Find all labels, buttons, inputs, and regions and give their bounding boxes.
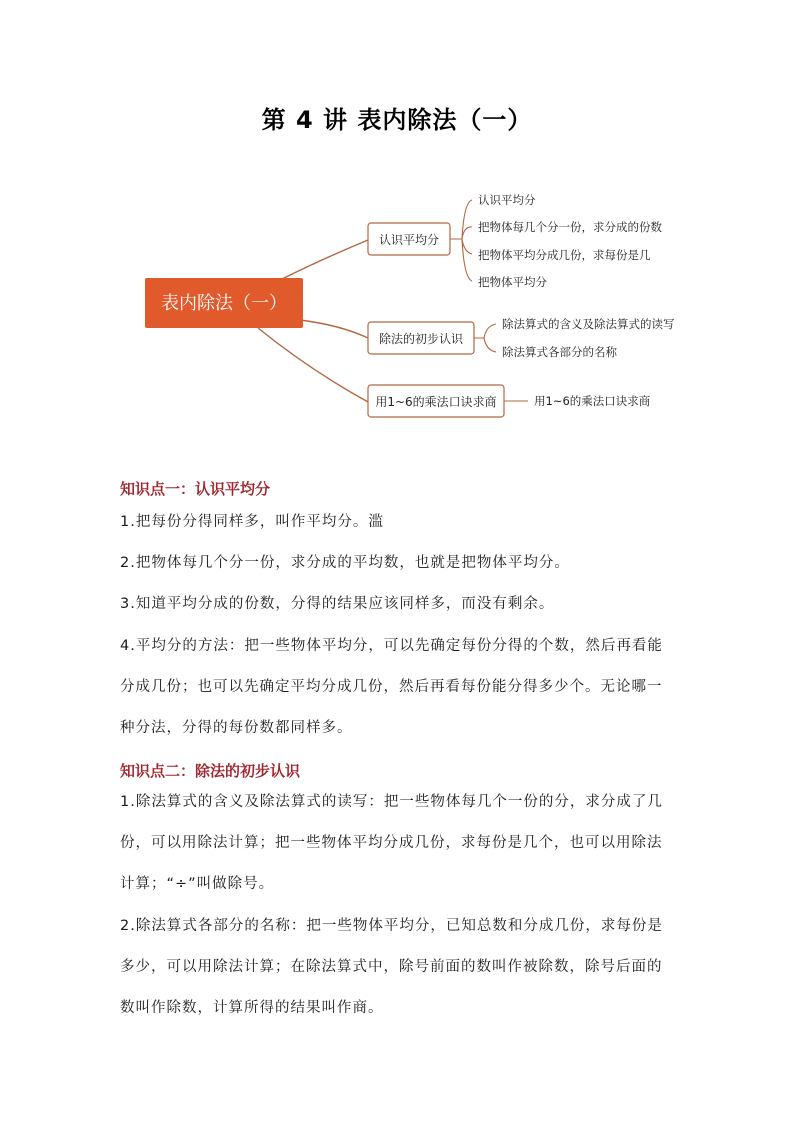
branch-2-fan <box>474 324 496 352</box>
mindmap-root: 表内除法（一） <box>161 293 287 314</box>
section-1-paragraph-2: 2.把物体每几个分一份，求分成的平均数，也就是把物体平均分。 <box>120 555 570 571</box>
branch-1-child-1: 认识平均分 <box>478 193 536 207</box>
section-1-heading: 知识点一：认识平均分 <box>120 480 271 498</box>
mind-map <box>0 180 794 430</box>
connector-root-branch-2 <box>300 320 368 338</box>
branch-1-label: 认识平均分 <box>378 233 440 247</box>
branch-1-child-3: 把物体平均分成几份，求每份是几 <box>478 248 651 262</box>
section-1-paragraph-3: 3.知道平均分成的份数，分得的结果应该同样多，而没有剩余。 <box>120 596 555 612</box>
branch-2-child-1: 除法算式的含义及除法算式的读写 <box>502 317 675 331</box>
branch-1-child-4: 把物体平均分 <box>478 275 547 289</box>
connector-root-branch-3 <box>258 328 368 402</box>
branch-3-label: 用1~6的乘法口诀求商 <box>375 395 497 409</box>
branch-2-child-2: 除法算式各部分的名称 <box>502 345 617 359</box>
section-2-paragraph-2: 2.除法算式各部分的名称：把一些物体平均分，已知总数和分成几份，求每份是多少，可以用除法计算；在除法算式中，除号前面的数叫作被除数，除号后面的数叫作除数，计算所得的结果叫作商。 <box>120 918 663 1016</box>
page-title: 第 4 讲 表内除法（一） <box>261 106 533 134</box>
branch-3-child-1: 用1~6的乘法口诀求商 <box>534 394 651 408</box>
branch-2-label: 除法的初步认识 <box>378 332 464 346</box>
branch-1-fan <box>450 200 472 281</box>
section-1-paragraph-4: 4.平均分的方法：把一些物体平均分，可以先确定每份分得的个数，然后再看能分成几份；也可以先确定平均分成几份，然后再看每份能分得多少个。无论哪一种分法，分得的每份数都同样多。 <box>120 638 663 736</box>
section-2-paragraph-1: 1.除法算式的含义及除法算式的读写：把一些物体每几个一份的分，求分成了几份，可以用除法计算；把一些物体平均分成几份，求每份是几个，也可以用除法计算；“÷”叫做除号。 <box>120 794 663 892</box>
section-1-paragraph-1: 1.把每份分得同样多，叫作平均分。滥 <box>120 514 384 530</box>
connector-root-branch-1 <box>280 240 368 280</box>
section-2-heading: 知识点二：除法的初步认识 <box>120 762 301 780</box>
branch-1-child-2: 把物体每几个分一份，求分成的份数 <box>478 220 662 234</box>
